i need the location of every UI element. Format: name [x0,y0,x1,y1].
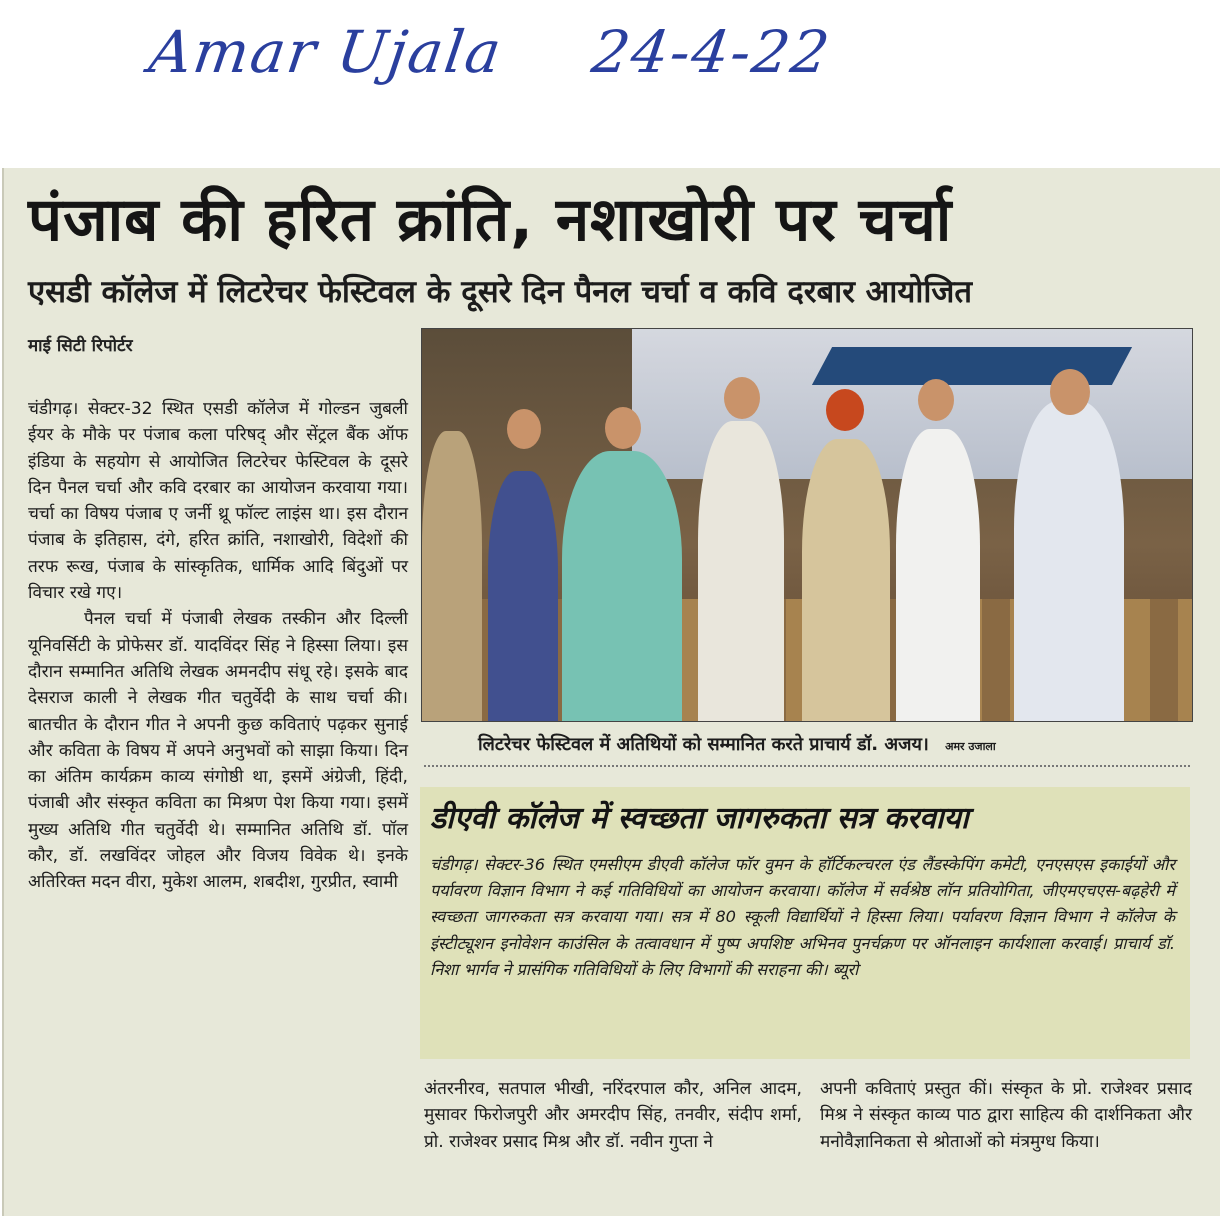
byline: माई सिटी रिपोर्टर [28,336,133,356]
main-story-column-2 [424,1076,802,1155]
main-story-column-3 [820,1076,1192,1155]
person-figure [698,421,784,721]
person-figure [562,451,682,721]
main-story-column-1 [28,396,408,896]
handwritten-date: 24-4-22 [587,18,836,86]
section-divider [424,765,1190,767]
main-story-paragraph: अपनी कविताएं प्रस्तुत कीं। संस्कृत के प्रो. राजेश्वर प्रसाद मिश्र ने संस्कृत काव्य पाठ द्वारा साहित्य की दार्शनिकता और मनोवैज्ञानिकता से श्रोताओं को मंत्रमुग्ध किया। [820,1079,1192,1152]
person-head [507,409,541,449]
main-story-paragraph: अंतरनीरव, सतपाल भीखी, नरिंदरपाल कौर, अनिल आदम, मुसावर फिरोजपुरी और अमरदीप सिंह, तनवीर, संदीप शर्मा, प्रो. राजेश्वर प्रसाद मिश्र और डॉ. नवीन गुप्ता ने [424,1079,802,1152]
main-story-paragraph: पैनल चर्चा में पंजाबी लेखक तस्कीन और दिल्ली यूनिवर्सिटी के प्रोफेसर डॉ. यादविंदर सिंह ने हिस्सा लिया। इस दौरान सम्मानित अतिथि लेखक अमनदीप संधू रहे। इसके बाद देसराज काली ने लेखक गीत चतुर्वेदी के साथ चर्चा की। बातचीत के दौरान गीत ने अपनी कुछ कविताएं पढ़कर सुनाई और कविता के विषय में अपने अनुभवों को साझा किया। दिन का अंतिम कार्यक्रम काव्य संगोष्ठी था, इसमें अंग्रेजी, हिंदी, पंजाबी और संस्कृत कविता का मिश्रण पेश किया गया। इसमें मुख्य अतिथि गीत चतुर्वेदी थे। सम्मानित अतिथि डॉ. पॉल कौर, डॉ. लखविंदर जोहल और विजय विवेक थे। इनके अतिरिक्त मदन वीरा, मुकेश आलम, शबदीश, गुरप्रीत, स्वामी [28,609,408,893]
sidebar-story-title: डीएवी कॉलेज में स्वच्छता जागरुकता सत्र करवाया [430,801,969,836]
person-head [826,389,864,431]
handwritten-annotation [145,18,835,86]
person-head [605,407,641,449]
person-head [1050,369,1090,415]
photo-credit: अमर उजाला [945,740,996,753]
subheadline: एसडी कॉलेज में लिटरेचर फेस्टिवल के दूसरे दिन पैनल चर्चा व कवि दरबार आयोजित [28,274,973,310]
person-head [724,377,760,419]
sidebar-story-body [430,852,1175,983]
person-figure [422,431,482,721]
event-photo [421,328,1193,722]
main-story-paragraph: चंडीगढ़। सेक्टर-32 स्थित एसडी कॉलेज में गोल्डन जुबली ईयर के मौके पर पंजाब कला परिषद् और सेंट्रल बैंक ऑफ इंडिया के सहयोग से आयोजित लिटरेचर फेस्टिवल के दूसरे दिन पैनल चर्चा और कवि दरबार का आयोजन करवाया गया। चर्चा का विषय पंजाब ए जर्नी थ्रू फॉल्ट लाइंस था। इस दौरान पंजाब के इतिहास, दंगे, हरित क्रांति, नशाखोरी, विदेशों की तरफ रूख, पंजाब के सांस्कृतिक, धार्मिक आदि बिंदुओं पर विचार रखे गए। [28,399,408,604]
person-figure [1014,401,1124,721]
headline: पंजाब की हरित क्रांति, नशाखोरी पर चर्चा [28,185,953,255]
photo-caption-text: लिटरेचर फेस्टिवल में अतिथियों को सम्मानित करते प्राचार्य डॉ. अजय। [478,734,929,755]
person-figure [896,429,980,721]
sidebar-story-paragraph: चंडीगढ़। सेक्टर-36 स्थित एमसीएम डीएवी कॉलेज फॉर वुमन के हॉर्टिकल्चरल एंड लैंडस्केपिंग कमेटी, एनएसएस इकाईयों और पर्यावरण विज्ञान विभाग ने कई गतिविधियों का आयोजन करवाया। कॉलेज में सर्वश्रेष्ठ लॉन प्रतियोगिता, जीएमएचएस-बढ़हेरी में स्वच्छता जागरुकता सत्र करवाया गया। सत्र में 80 स्कूली विद्यार्थियों ने हिस्सा लिया। पर्यावरण विज्ञान विभाग ने कॉलेज के इंस्टीट्यूशन इनोवेशन काउंसिल के तत्वावधान में पुष्प अपशिष्ट अभिनव पुनर्चक्रण पर ऑनलाइन कार्यशाला करवाई। प्राचार्य डॉ. निशा भार्गव ने प्रासंगिक गतिविधियों के लिए विभागों की सराहना की। ब्यूरो [430,855,1175,979]
handwritten-paper-name: Amar Ujala [145,18,507,86]
photo-caption [478,732,996,756]
person-figure [488,471,558,721]
person-figure [802,439,890,721]
person-head [918,379,954,421]
